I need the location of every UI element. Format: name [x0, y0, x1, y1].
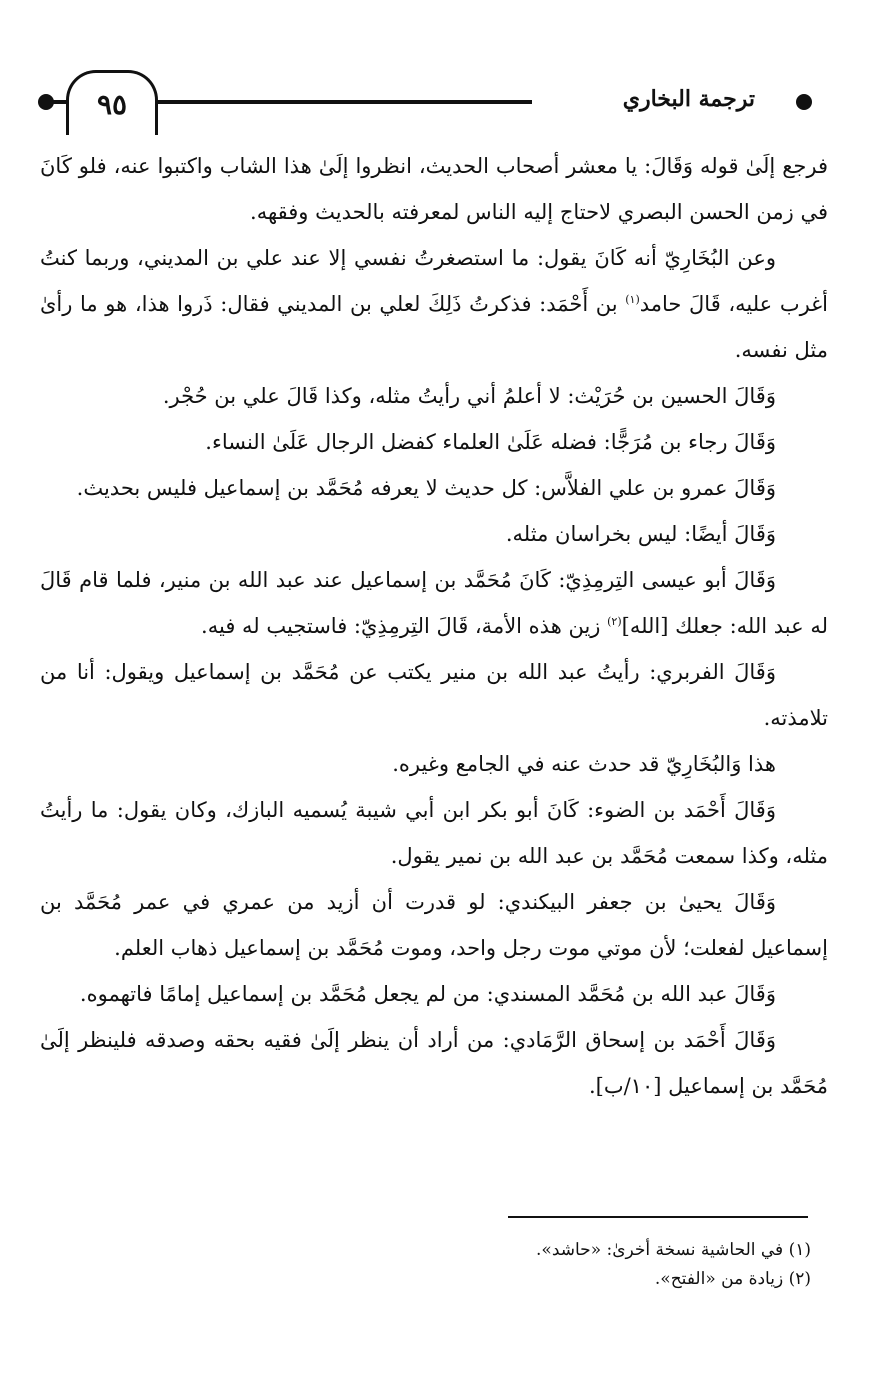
page-number	[66, 70, 158, 135]
paragraph	[40, 235, 828, 373]
paragraph: وَقَالَ أيضًا: ليس بخراسان مثله.	[505, 522, 776, 546]
paragraph: وَقَالَ الحسين بن حُرَيْث: لا أعلمُ أني رأيتُ مثله، وكذا قَالَ علي بن حُجْر.	[162, 384, 776, 408]
paragraph: وَقَالَ أَحْمَد بن الضوء: كَانَ أبو بكر ابن أبي شيبة يُسميه البازك، وكان يقول: ما رأيتُ مثله، وكذا سمعت مُحَمَّد بن عبد الله بن نمير يقول.	[40, 798, 828, 868]
paragraph: فرجع إلَىٰ قوله وَقَالَ: يا معشر أصحاب الحديث، انظروا إلَىٰ هذا الشاب واكتبوا عنه، فلو كَانَ في زمن الحسن البصري لاحتاج إليه الناس لمعرفته بالحديث وفقهه.	[40, 154, 828, 224]
footnote: (٢) زيادة من «الفتح».	[654, 1269, 811, 1289]
paragraph: وَقَالَ رجاء بن مُرَجًّا: فضله عَلَىٰ العلماء كفضل الرجال عَلَىٰ النساء.	[205, 430, 776, 454]
page-number-text: ٩٥	[96, 87, 128, 121]
paragraph: وَقَالَ يحيىٰ بن جعفر البيكندي: لو قدرت أن أزيد من عمري في عمر مُحَمَّد بن إسماعيل لفعلت؛ لأن موتي موت رجل واحد، وموت مُحَمَّد بن إسماعيل ذهاب العلم.	[40, 890, 828, 960]
main-text	[40, 143, 828, 1109]
paragraph-text: وعن البُخَارِيّ أنه كَانَ يقول: ما استصغرتُ نفسي إلا عند علي بن المديني، وربما كنتُ أغرب عليه، قَالَ حامد	[40, 246, 828, 316]
paragraph-text: وَقَالَ أبو عيسى التِرمِذِيّ: كَانَ مُحَمَّد بن إسماعيل عند عبد الله بن منير، فلما قام قَالَ له عبد الله: جعلك [الله]	[40, 568, 828, 638]
paragraph: هذا وَالبُخَارِيّ قد حدث عنه في الجامع وغيره.	[392, 752, 776, 776]
footnote-rule	[508, 1216, 808, 1218]
footnotes	[311, 1236, 811, 1294]
footnote-ref: (١)	[625, 293, 640, 306]
running-title: ترجمة البخاري	[622, 86, 755, 112]
paragraph: وَقَالَ أَحْمَد بن إسحاق الرَّمَادي: من أراد أن ينظر إلَىٰ فقيه بحقه وصدقه فلينظر إلَىٰ مُحَمَّد بن إسماعيل [١٠/ب].	[40, 1028, 828, 1098]
paragraph: وَقَالَ عبد الله بن مُحَمَّد المسندي: من لم يجعل مُحَمَّد بن إسماعيل إمامًا فاتهموه.	[79, 982, 776, 1006]
paragraph: وَقَالَ الفربري: رأيتُ عبد الله بن منير يكتب عن مُحَمَّد بن إسماعيل ويقول: أنا من تلامذته.	[40, 660, 828, 730]
header-bullet-right	[796, 94, 812, 110]
paragraph: وَقَالَ عمرو بن علي الفلاَّس: كل حديث لا يعرفه مُحَمَّد بن إسماعيل فليس بحديث.	[76, 476, 776, 500]
paragraph-text: بن أَحْمَد: فذكرتُ ذَلِكَ لعلي بن المديني فقال: ذَروا هذا، هو ما رأىٰ مثل نفسه.	[40, 292, 828, 362]
footnote: (١) في الحاشية نسخة أخرىٰ: «حاشد».	[536, 1240, 811, 1260]
paragraph-text: زين هذه الأمة، قَالَ التِرمِذِيّ: فاستجيب له فيه.	[201, 614, 608, 638]
footnote-ref: (٢)	[607, 615, 622, 628]
paragraph	[40, 557, 828, 649]
